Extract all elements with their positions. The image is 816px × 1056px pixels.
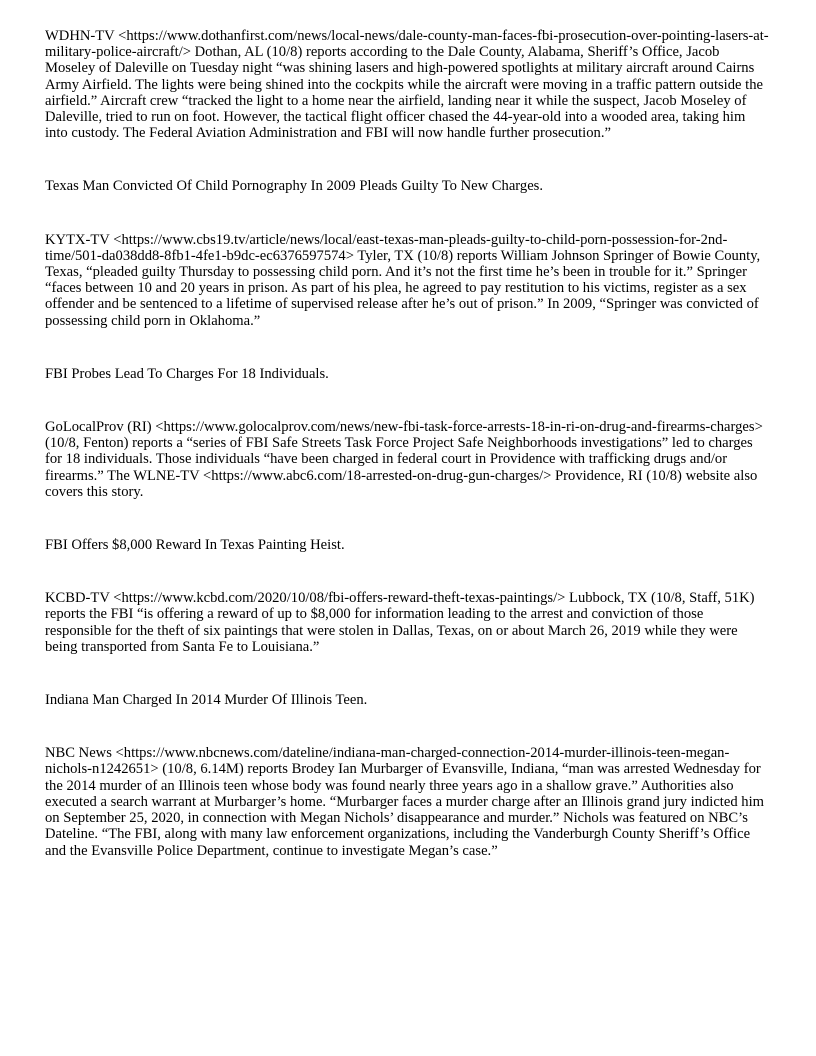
headline-fbi-probes-18-individuals: FBI Probes Lead To Charges For 18 Individuals.: [45, 365, 329, 382]
article-body-painting-heist-reward: KCBD-TV <https://www.kcbd.com/2020/10/08/fbi-offers-reward-theft-texas-paintings/> Lubbock, TX (10/8, Staff, 51K) reports the FBI “is offering a reward of up to $8,000 for information leading to the arrest and conviction of those responsible for the theft of six paintings that were stolen in Dallas, Texas, on or about March 26, 2019 while they were being transported from Santa Fe to Louisiana.”: [45, 590, 755, 655]
spacer: [45, 382, 771, 419]
article-body-fbi-probes-18-individuals: GoLocalProv (RI) <https://www.golocalprov.com/news/new-fbi-task-force-arrests-18-in-ri-on-drug-and-firearms-charges> (10/8, Fenton) reports a “series of FBI Safe Streets Task Force Project Safe Neighborhoods investigations” led to charges for 18 individuals. Those individuals “have been charged in federal court in Providence with trafficking drugs and/or firearms.” The WLNE-TV <https://www.abc6.com/18-arrested-on-drug-gun-charges/> Providence, RI (10/8) website also covers this story.: [45, 419, 763, 500]
document-page: [45, 28, 771, 859]
spacer: [45, 553, 771, 590]
spacer: [45, 500, 771, 537]
headline-indiana-man-charged: Indiana Man Charged In 2014 Murder Of Illinois Teen.: [45, 692, 368, 709]
spacer: [45, 708, 771, 745]
spacer: [45, 329, 771, 366]
article-body-indiana-man-charged: NBC News <https://www.nbcnews.com/dateline/indiana-man-charged-connection-2014-murder-illinois-teen-megan-nichols-n1242651> (10/8, 6.14M) reports Brodey Ian Murbarger of Evansville, Indiana, “man was arrested Wednesday for the 2014 murder of an Illinois teen whose body was found nearly three years ago in a shallow grave.” Authorities also executed a search warrant at Murbarger’s home. “Murbarger faces a murder charge after an Illinois grand jury indicted him on September 25, 2020, in connection with Megan Nichols’ disappearance and murder.” Nichols was featured on NBC’s Dateline. “The FBI, along with many law enforcement organizations, including the Vanderburgh County Sheriff’s Office and the Evansville Police Department, continue to investigate Megan’s case.”: [45, 745, 764, 859]
spacer: [45, 195, 771, 232]
headline-texas-child-pornography: Texas Man Convicted Of Child Pornography In 2009 Pleads Guilty To New Charges.: [45, 178, 544, 195]
spacer: [45, 655, 771, 692]
article-body-texas-child-pornography: KYTX-TV <https://www.cbs19.tv/article/news/local/east-texas-man-pleads-guilty-to-child-porn-possession-for-2nd-time/501-da038dd8-8fb1-4fe1-b9dc-ec6376597574> Tyler, TX (10/8) reports William Johnson Springer of Bowie County, Texas, “pleaded guilty Thursday to possessing child porn. And it’s not the first time he’s been in trouble for it.” Springer “faces between 10 and 20 years in prison. As part of his plea, he agreed to pay restitution to his victims, register as a sex offender and be sentenced to a lifetime of supervised release after he’s out of prison.” In 2009, “Springer was convicted of possessing child porn in Oklahoma.”: [45, 231, 761, 329]
article-body-laser-aircraft: WDHN-TV <https://www.dothanfirst.com/news/local-news/dale-county-man-faces-fbi-prosecution-over-pointing-lasers-at-military-police-aircraft/> Dothan, AL (10/8) reports according to the Dale County, Alabama, Sheriff’s Office, Jacob Moseley of Daleville on Tuesday night “was shining lasers and high-powered spotlights at military aircraft around Cairns Army Airfield. The lights were being shined into the cockpits while the aircraft were moving in a traffic pattern outside the airfield.” Aircraft crew “tracked the light to a home near the airfield, landing near it while the suspect, Jacob Moseley of Daleville, tried to run on foot. However, the tactical flight officer chased the 44-year-old into a wooded area, taking him into custody. The Federal Aviation Administration and FBI will now handle further prosecution.”: [45, 28, 769, 142]
headline-painting-heist-reward: FBI Offers $8,000 Reward In Texas Painting Heist.: [45, 537, 345, 554]
spacer: [45, 141, 771, 178]
